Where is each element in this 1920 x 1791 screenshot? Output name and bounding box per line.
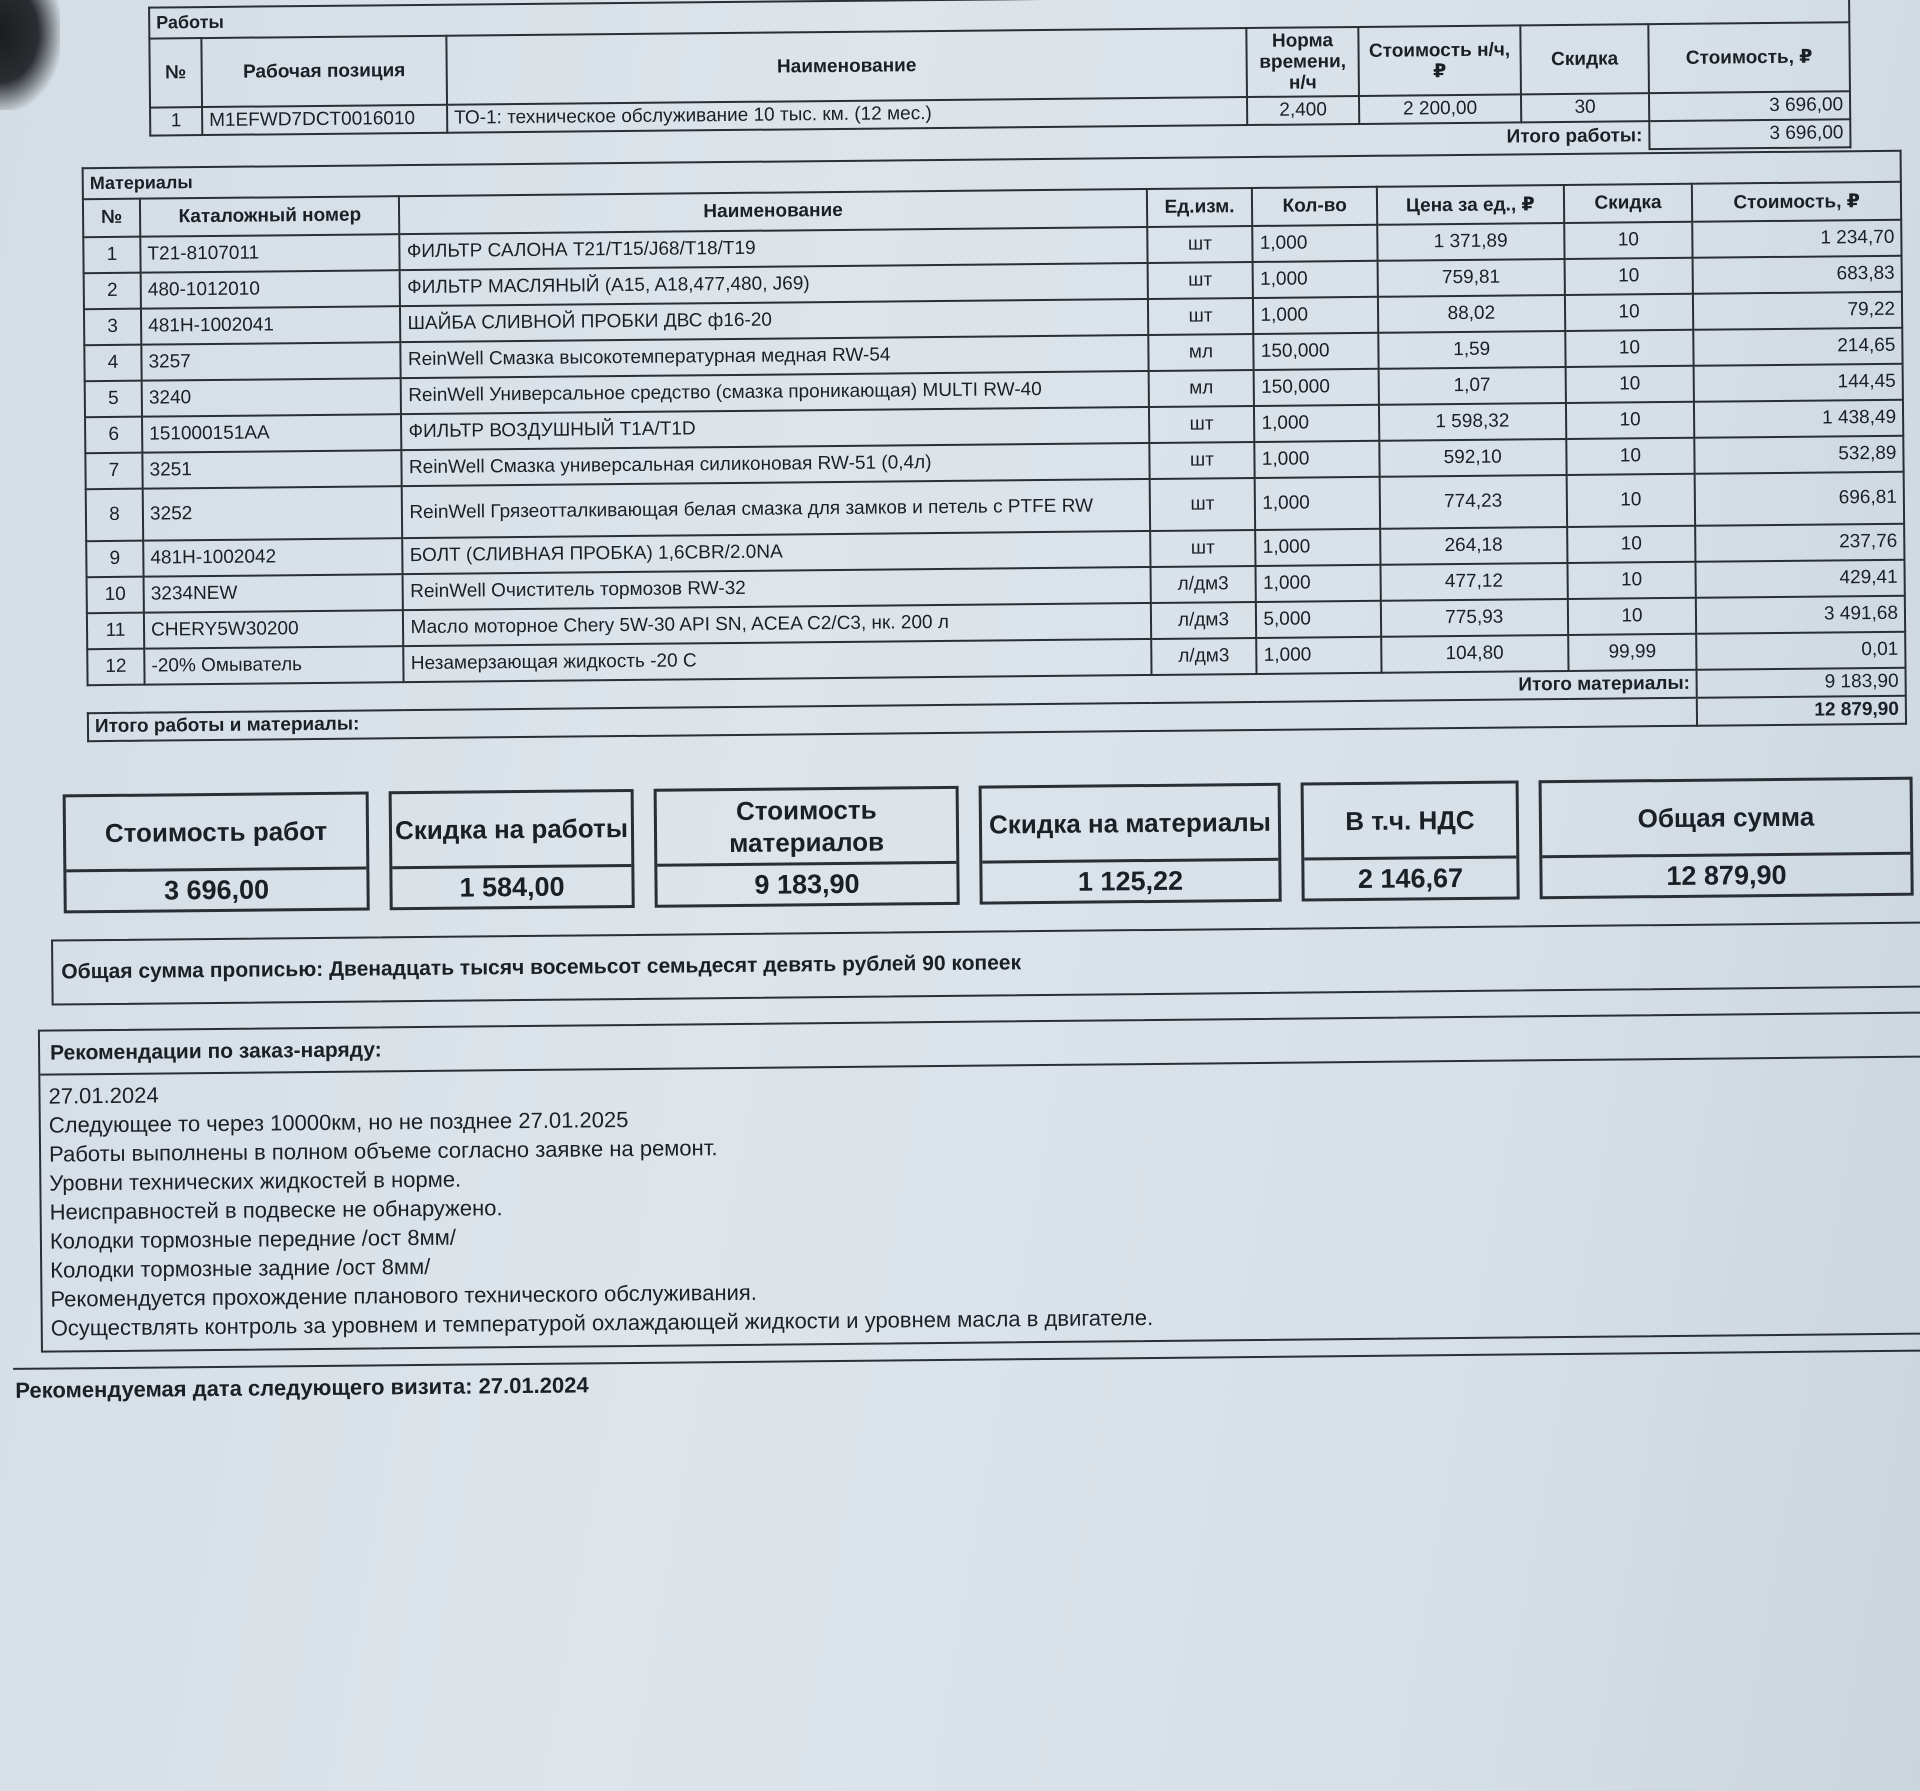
materials-cell-name: Незамерзающая жидкость -20 С — [404, 639, 1151, 682]
recommendation-line: Уровни технических жидкостей в норме. — [49, 1166, 462, 1196]
materials-cell-price: 774,23 — [1380, 475, 1567, 529]
summary-label: Стоимость материалов — [657, 789, 957, 867]
materials-cell-discount: 10 — [1566, 402, 1695, 439]
materials-cell-catalog: -20% Омыватель — [144, 646, 404, 684]
materials-cell-cost: 429,41 — [1696, 560, 1905, 598]
materials-cell-price: 1 371,89 — [1377, 223, 1564, 261]
materials-cell-name: Масло моторное Chery 5W-30 API SN, ACEA C2/C3, нк. 200 л — [403, 603, 1150, 646]
summary-box-total — [1539, 777, 1914, 900]
materials-cell-catalog: 151000151AA — [142, 414, 402, 452]
materials-cell-cost: 79,22 — [1693, 292, 1902, 330]
materials-cell-unit: л/дм3 — [1151, 638, 1257, 675]
materials-cell-cost: 1 438,49 — [1694, 400, 1903, 438]
summary-value: 3 696,00 — [163, 873, 270, 905]
materials-cell-cost: 1 234,70 — [1693, 220, 1902, 258]
materials-cell-qty: 150,000 — [1254, 333, 1379, 370]
materials-cell-num: 9 — [86, 541, 143, 578]
materials-cell-unit: шт — [1147, 262, 1253, 299]
materials-header-discount: Скидка — [1564, 184, 1693, 223]
summary-value: 1 584,00 — [459, 871, 565, 903]
summary-value: 2 146,67 — [1357, 862, 1464, 894]
materials-cell-name: ФИЛЬТР САЛОНА T21/T15/J68/T18/T19 — [400, 227, 1147, 270]
materials-cell-unit: л/дм3 — [1150, 602, 1256, 639]
materials-cell-price: 759,81 — [1377, 259, 1564, 297]
recommendation-line: Неисправностей в подвеске не обнаружено. — [49, 1195, 503, 1225]
summary-label: В т.ч. НДС — [1304, 783, 1517, 860]
materials-cell-price: 264,18 — [1380, 527, 1567, 565]
grand-total-value: 12 879,90 — [1697, 696, 1906, 726]
summary-box-vat — [1301, 780, 1520, 901]
materials-cell-qty: 1,000 — [1256, 529, 1381, 566]
materials-header-price: Цена за ед., ₽ — [1377, 185, 1564, 225]
materials-total-label: Итого материалы: — [88, 670, 1698, 713]
works-cell-discount: 30 — [1521, 93, 1649, 122]
materials-cell-qty: 1,000 — [1253, 261, 1378, 298]
recommendation-line: Следующее то через 10000км, но не позднее 27.01.2025 — [48, 1107, 629, 1138]
materials-cell-name: ReinWell Очиститель тормозов RW-32 — [403, 567, 1150, 610]
summary-boxes — [63, 777, 1920, 915]
materials-cell-unit: мл — [1148, 334, 1254, 371]
recommendation-line: Рекомендуется прохождение планового технического обслуживания. — [50, 1279, 757, 1312]
works-table — [148, 0, 1851, 165]
materials-cell-catalog: 481H-1002041 — [141, 306, 401, 344]
recommendation-line: 27.01.2024 — [48, 1082, 159, 1109]
materials-cell-cost: 237,76 — [1695, 524, 1904, 562]
materials-cell-num: 4 — [84, 345, 141, 382]
materials-cell-discount: 10 — [1564, 222, 1693, 259]
recommendations-list — [40, 1057, 1920, 1350]
materials-section-title: Материалы — [83, 151, 1901, 199]
recommendation-line: Колодки тормозные задние /ост 8мм/ — [50, 1253, 431, 1283]
works-header-name: Наименование — [446, 28, 1247, 105]
materials-cell-price: 592,10 — [1379, 439, 1566, 477]
works-cell-price: 2 200,00 — [1359, 94, 1521, 124]
materials-cell-num: 5 — [85, 381, 142, 418]
materials-cell-catalog: 480-1012010 — [141, 270, 401, 308]
materials-cell-unit: мл — [1148, 370, 1254, 407]
materials-cell-catalog: 3252 — [143, 486, 403, 540]
materials-cell-qty: 1,000 — [1257, 637, 1382, 674]
materials-header-num: № — [83, 199, 140, 238]
recommendation-line: Работы выполнены в полном объеме согласно заявке на ремонт. — [48, 1135, 718, 1167]
recommendation-line: Осуществлять контроль за уровнем и температурой охлаждающей жидкости и уровнем масла в двигателе. — [50, 1304, 1154, 1341]
materials-cell-price: 1,59 — [1378, 331, 1565, 369]
materials-cell-qty: 5,000 — [1256, 601, 1381, 638]
materials-total-value: 9 183,90 — [1697, 668, 1906, 698]
materials-header-name: Наименование — [399, 189, 1146, 234]
materials-cell-discount: 10 — [1564, 258, 1693, 295]
materials-cell-discount: 10 — [1566, 438, 1695, 475]
materials-cell-num: 6 — [85, 417, 142, 454]
works-cell-num: 1 — [150, 107, 202, 135]
materials-cell-discount: 10 — [1565, 330, 1694, 367]
materials-cell-name: ФИЛЬТР ВОЗДУШНЫЙ T1A/T1D — [401, 407, 1148, 450]
works-total-label: Итого работы: — [150, 121, 1649, 163]
materials-cell-price: 88,02 — [1378, 295, 1565, 333]
materials-cell-name: ФИЛЬТР МАСЛЯНЫЙ (A15, A18,477,480, J69) — [400, 263, 1147, 306]
works-header-discount: Скидка — [1520, 24, 1649, 94]
materials-cell-unit: шт — [1150, 530, 1256, 567]
materials-cell-unit: л/дм3 — [1150, 566, 1256, 603]
materials-table — [82, 150, 1907, 742]
summary-label: Скидка на работы — [392, 792, 632, 869]
materials-cell-price: 104,80 — [1381, 635, 1568, 673]
materials-cell-qty: 150,000 — [1254, 369, 1379, 406]
materials-cell-cost: 532,89 — [1695, 436, 1904, 474]
works-cell-position: M1EFWD7DCT0016010 — [202, 105, 447, 135]
materials-header-cost: Стоимость, ₽ — [1692, 182, 1901, 222]
works-header-price: Стоимость н/ч, ₽ — [1358, 25, 1521, 96]
summary-box-work-cost — [63, 791, 370, 913]
materials-cell-price: 775,93 — [1381, 599, 1568, 637]
materials-cell-num: 1 — [83, 237, 140, 274]
materials-cell-discount: 10 — [1565, 294, 1694, 331]
materials-cell-catalog: T21-8107011 — [140, 234, 400, 272]
materials-cell-unit: шт — [1149, 478, 1255, 531]
materials-cell-catalog: 3257 — [141, 342, 401, 380]
materials-cell-qty: 1,000 — [1256, 565, 1381, 602]
summary-box-materials-discount — [979, 783, 1282, 905]
dark-corner — [0, 0, 60, 110]
materials-header-qty: Кол-во — [1252, 187, 1377, 226]
materials-cell-name: ReinWell Грязеотталкивающая белая смазка для замков и петель с PTFE RW — [402, 479, 1150, 538]
materials-cell-name: ШАЙБА СЛИВНОЙ ПРОБКИ ДВС ф16-20 — [400, 299, 1147, 342]
materials-cell-price: 1 598,32 — [1379, 403, 1566, 441]
materials-cell-name: ReinWell Смазка универсальная силиконовая RW-51 (0,4л) — [402, 443, 1149, 486]
summary-box-work-discount — [389, 789, 635, 910]
works-header-norm: Норма времени, н/ч — [1246, 27, 1359, 97]
works-cell-name: ТО-1: техническое обслуживание 10 тыс. км. (12 мес.) — [447, 97, 1247, 133]
recommendations-title: Рекомендации по заказ-наряду: — [40, 1013, 1920, 1075]
summary-value: 12 879,90 — [1666, 859, 1787, 891]
materials-cell-num: 7 — [85, 453, 142, 490]
recommendations-block — [38, 1011, 1920, 1352]
materials-header-unit: Ед.изм. — [1146, 188, 1252, 227]
works-header-num: № — [149, 38, 202, 107]
materials-cell-num: 3 — [84, 309, 141, 346]
materials-cell-num: 8 — [86, 489, 144, 542]
materials-cell-num: 10 — [87, 577, 144, 614]
materials-cell-cost: 683,83 — [1693, 256, 1902, 294]
materials-cell-discount: 10 — [1565, 366, 1694, 403]
materials-cell-cost: 696,81 — [1695, 472, 1904, 526]
summary-value: 9 183,90 — [754, 868, 860, 900]
summary-label: Стоимость работ — [66, 795, 367, 873]
summary-label: Скидка на материалы — [982, 786, 1279, 864]
materials-cell-price: 1,07 — [1379, 367, 1566, 405]
materials-body — [83, 220, 1905, 685]
materials-cell-qty: 1,000 — [1253, 225, 1378, 262]
amount-in-words: Общая сумма прописью: Двенадцать тысяч восемьсот семьдесят девять рублей 90 копеек — [51, 922, 1920, 1006]
works-header-cost: Стоимость, ₽ — [1648, 22, 1850, 93]
materials-cell-qty: 1,000 — [1255, 477, 1380, 530]
works-cell-norm: 2,400 — [1247, 96, 1359, 125]
summary-label: Общая сумма — [1542, 780, 1911, 859]
materials-cell-unit: шт — [1149, 406, 1255, 443]
materials-cell-qty: 1,000 — [1255, 441, 1380, 478]
materials-cell-unit: шт — [1149, 442, 1255, 479]
materials-cell-cost: 144,45 — [1694, 364, 1903, 402]
materials-cell-name: ReinWell Смазка высокотемпературная медная RW-54 — [401, 335, 1148, 378]
materials-cell-discount: 99,99 — [1568, 634, 1697, 671]
materials-cell-qty: 1,000 — [1253, 297, 1378, 334]
materials-cell-unit: шт — [1147, 298, 1253, 335]
materials-cell-name: БОЛТ (СЛИВНАЯ ПРОБКА) 1,6CBR/2.0NA — [403, 531, 1150, 574]
materials-cell-cost: 0,01 — [1696, 632, 1905, 670]
materials-cell-catalog: 3234NEW — [144, 574, 404, 612]
works-header-position: Рабочая позиция — [201, 36, 447, 107]
materials-cell-num: 2 — [84, 273, 141, 310]
materials-cell-discount: 10 — [1567, 562, 1696, 599]
materials-cell-num: 12 — [87, 649, 144, 686]
materials-cell-cost: 214,65 — [1694, 328, 1903, 366]
summary-value: 1 125,22 — [1077, 865, 1184, 897]
works-cell-cost: 3 696,00 — [1649, 91, 1850, 121]
materials-cell-unit: шт — [1147, 226, 1253, 263]
materials-cell-catalog: CHERY5W30200 — [144, 610, 404, 648]
materials-cell-name: ReinWell Универсальное средство (смазка проникающая) MULTI RW-40 — [401, 371, 1148, 414]
recommendation-line: Колодки тормозные передние /ост 8мм/ — [49, 1224, 456, 1254]
summary-box-materials-cost — [654, 786, 960, 908]
next-visit-date: Рекомендуемая дата следующего визита: 27.01.2024 — [13, 1349, 1920, 1411]
materials-cell-discount: 10 — [1566, 474, 1695, 527]
materials-header-catalog: Каталожный номер — [140, 196, 400, 236]
materials-cell-catalog: 3240 — [142, 378, 402, 416]
materials-cell-num: 11 — [87, 613, 144, 650]
materials-cell-discount: 10 — [1567, 598, 1696, 635]
materials-cell-cost: 3 491,68 — [1696, 596, 1905, 634]
materials-cell-catalog: 3251 — [142, 450, 402, 488]
works-section-title: Работы — [149, 0, 1849, 39]
materials-cell-price: 477,12 — [1380, 563, 1567, 601]
works-total-value: 3 696,00 — [1649, 119, 1850, 149]
materials-cell-qty: 1,000 — [1254, 405, 1379, 442]
materials-cell-catalog: 481H-1002042 — [143, 538, 403, 576]
grand-total-label: Итого работы и материалы: — [88, 698, 1698, 741]
materials-cell-discount: 10 — [1567, 526, 1696, 563]
